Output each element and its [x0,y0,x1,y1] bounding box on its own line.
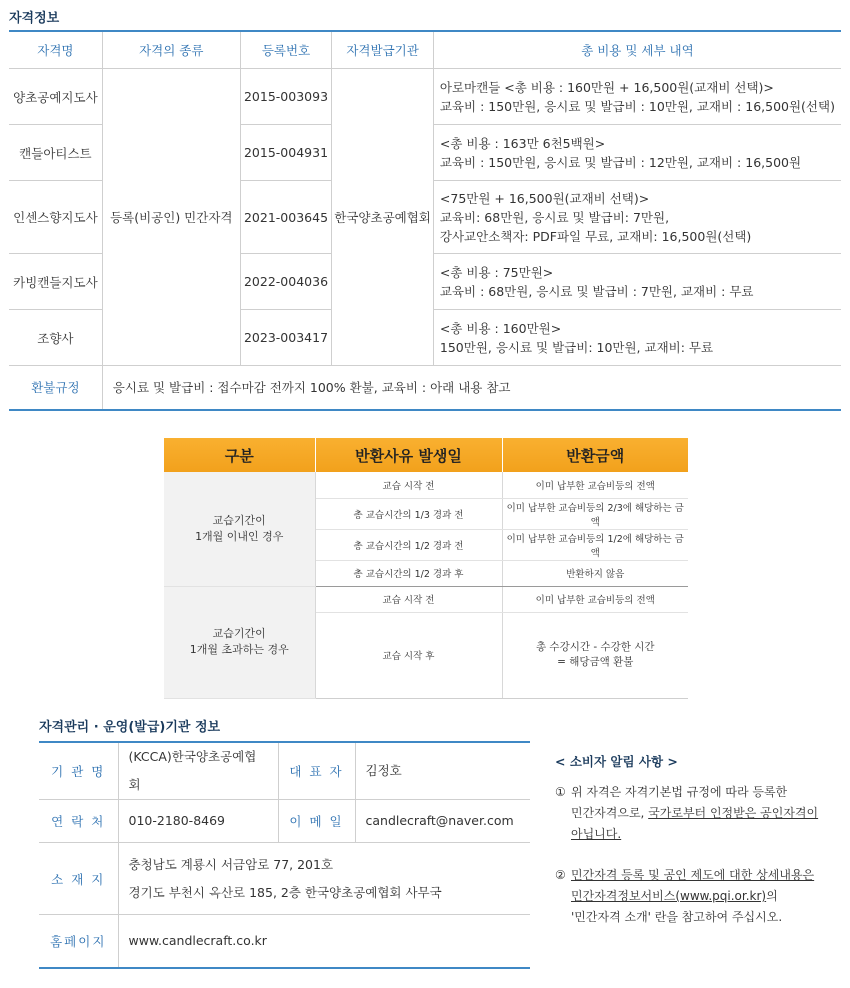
header-reg: 등록번호 [240,31,332,69]
refund-reason: 총 교습시간의 1/3 경과 전 [315,498,502,529]
detail-line: <75만원 + 16,500원(교재비 선택)> [439,190,650,206]
qual-detail [433,310,841,366]
notice-item-1 [555,782,845,845]
section-title-qualification: 자격정보 [9,11,60,26]
qual-detail [433,125,841,181]
qual-name: 카빙캔들지도사 [9,254,102,310]
notice-item-2 [555,865,845,928]
refund-reason: 교습 시작 후 [315,612,502,698]
refund-table [164,438,688,699]
email-label: 이 메 일 [278,800,355,843]
pqi-link[interactable]: 민간자격정보서비스(www.pqi.or.kr) [571,889,767,903]
amount-line: 총 수강시간 - 수강한 시간 [535,641,655,653]
table-header-row [9,31,841,69]
category-line: 교습기간이 [212,513,266,527]
refund-amount: 이미 납부한 교습비등의 2/3에 해당하는 금액 [502,498,688,529]
table-row [39,742,530,800]
refund-policy-label: 환불규정 [9,366,102,410]
category-line: 1개월 초과하는 경우 [189,643,289,656]
qual-detail [433,181,841,254]
table-row [164,586,688,612]
refund-reason: 교습 시작 전 [315,472,502,498]
refund-amount: 이미 납부한 교습비등의 1/2에 해당하는 금액 [502,529,688,560]
qual-reg: 2015-003093 [240,69,332,125]
refund-amount: 반환하지 않음 [502,560,688,586]
detail-line: 150만원, 응시료 및 발급비: 10만원, 교재비: 무료 [439,339,714,355]
org-info-table [39,741,530,969]
notice-line: 민간자격으로, [571,806,649,820]
consumer-notice [555,752,845,928]
detail-line: 아로마캔들 <총 비용 : 160만원 + 16,500원(교재비 선택)> [439,79,774,95]
refund-policy-text: 응시료 및 발급비 : 접수마감 전까지 100% 환불, 교육비 : 아래 내용 참고 [102,366,841,410]
qual-reg: 2015-004931 [240,125,332,181]
address-value [118,843,530,915]
detail-line: 교육비 : 68만원, 응시료 및 발급비 : 7만원, 교재비 : 무료 [439,283,754,299]
notice-emphasis: 국가로부터 인정받은 공인자격이 [648,806,819,820]
refund-category [164,472,315,586]
phone-value[interactable]: 010-2180-8469 [118,800,278,843]
table-row [9,69,841,125]
notice-line: 위 자격은 자격기본법 규정에 따라 등록한 [571,785,788,799]
detail-line: <총 비용 : 75만원> [439,264,554,280]
qual-detail [433,69,841,125]
detail-line: 강사교안소책자: PDF파일 무료, 교재비: 16,500원(선택) [439,228,752,244]
qual-issuer: 한국양초공예협회 [332,69,434,366]
notice-title: < 소비자 알림 사항 > [555,754,678,769]
detail-line: <총 비용 : 160만원> [439,320,562,336]
qual-type: 등록(비공인) 민간자격 [102,69,240,366]
refund-table-image [164,438,688,699]
phone-label: 연 락 처 [39,800,118,843]
qualification-table [9,30,841,411]
email-value[interactable]: candlecraft@naver.com [355,800,530,843]
header-issuer: 자격발급기관 [332,31,434,69]
category-line: 1개월 이내인 경우 [195,529,284,543]
table-row [39,843,530,915]
address-line: 충청남도 계룡시 서금암로 77, 201호 [128,856,334,872]
detail-line: <총 비용 : 163만 6천5백원> [439,135,606,151]
refund-amount: 이미 납부한 교습비등의 전액 [502,586,688,612]
homepage-label: 홈페이지 [39,915,118,968]
amount-line: = 해당금액 환불 [557,656,634,668]
refund-policy-row [9,366,841,410]
notice-number: ② [555,868,566,882]
refund-category [164,586,315,698]
refund-header-row [164,438,688,472]
org-name-value: (KCCA)한국양초공예협회 [118,742,278,800]
refund-amount [502,612,688,698]
qual-detail [433,254,841,310]
qual-reg: 2022-004036 [240,254,332,310]
notice-emphasis: 민간자격 등록 및 공인 제도에 대한 상세내용은 [571,868,815,882]
table-row [39,800,530,843]
qual-reg: 2023-003417 [240,310,332,366]
rep-label: 대 표 자 [278,742,355,800]
header-cost: 총 비용 및 세부 내역 [433,31,841,69]
refund-reason: 총 교습시간의 1/2 경과 후 [315,560,502,586]
homepage-link[interactable]: www.candlecraft.co.kr [118,915,530,968]
org-name-label: 기 관 명 [39,742,118,800]
refund-reason: 총 교습시간의 1/2 경과 전 [315,529,502,560]
table-row [39,915,530,968]
notice-line: '민간자격 소개' 란을 참고하여 주십시오. [571,910,783,924]
address-line: 경기도 부천시 옥산로 185, 2층 한국양초공예협회 사무국 [128,884,442,900]
header-type: 자격의 종류 [102,31,240,69]
qual-name: 조향사 [9,310,102,366]
qual-name: 캔들아티스트 [9,125,102,181]
notice-number: ① [555,785,566,799]
refund-reason: 교습 시작 전 [315,586,502,612]
section-title-org: 자격관리 · 운영(발급)기관 정보 [39,720,221,735]
detail-line: 교육비: 68만원, 응시료 및 발급비: 7만원, [439,209,670,225]
notice-emphasis: 아닙니다. [571,827,622,841]
refund-header-reason: 반환사유 발생일 [315,438,502,472]
qual-name: 인센스향지도사 [9,181,102,254]
detail-line: 교육비 : 150만원, 응시료 및 발급비 : 12만원, 교재비 : 16,500원 [439,154,802,170]
table-row [164,472,688,498]
qual-name: 양초공예지도사 [9,69,102,125]
notice-line: 의 [766,889,778,903]
detail-line: 교육비 : 150만원, 응시료 및 발급비 : 10만원, 교재비 : 16,500원(선택) [439,98,835,114]
refund-amount: 이미 납부한 교습비등의 전액 [502,472,688,498]
refund-header-category: 구분 [164,438,315,472]
rep-value: 김정호 [355,742,530,800]
category-line: 교습기간이 [212,627,266,640]
refund-header-amount: 반환금액 [502,438,688,472]
address-label: 소 재 지 [39,843,118,915]
header-name: 자격명 [9,31,102,69]
qual-reg: 2021-003645 [240,181,332,254]
